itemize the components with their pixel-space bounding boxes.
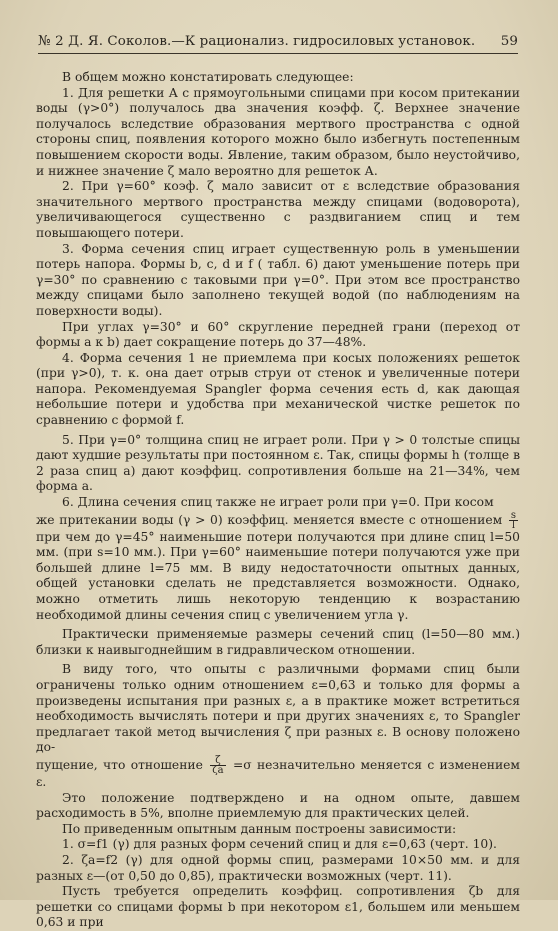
paragraph: 1. Для решетки А с прямоугольными спицами при косом притекании воды (γ>0°) получалось два значения коэфф. ζ. Верхнее значение получалось вследствие образования мертвого пространства с одной стороны спиц, появления которого можно было избегнуть постепенным повышением скорости воды. Явление, таким образом, было неустойчиво, и нижнее значение ζ мало вероятно для решеток А. — [36, 85, 520, 178]
paragraph: При углах γ=30° и 60° скругление передней грани (переход от формы a к b) дает сокращение потерь до 37—48%. — [36, 319, 520, 350]
paragraph: 4. Форма сечения 1 не приемлема при косых положениях решеток (при γ>0), т. к. она дает отрыв струи от стенок и увеличенные потери напора. Рекомендуемая Spangler форма сечения есть d, как дающая небольшие потери и удобства при механической чистке решеток по сравнению с формой f. — [36, 350, 520, 428]
page-number: 59 — [500, 34, 518, 49]
paragraph — [36, 756, 520, 791]
paragraph: В общем можно констатировать следующее: — [62, 70, 354, 84]
page-header — [38, 34, 518, 54]
paragraph: Это положение подтверждено и на одном опыте, давшем расходимость в 5%, вполне приемлемую для практических целей. — [36, 790, 520, 821]
fraction-numerator: s — [510, 509, 516, 521]
fraction-numerator: ζ — [210, 756, 225, 766]
text-run: пущение, что отношение — [36, 757, 203, 772]
formula-line: 2. ζa=f2 (γ) для одной формы спиц, размерами 10×50 мм. и для разных ε—(от 0,50 до 0,85), практически возможных (черт. 11). — [36, 852, 520, 883]
paragraph: 3. Форма сечения спиц играет существенную роль в уменьшении потерь напора. Формы b, c, d и f ( табл. 6) дают уменьшение потерь при γ=30° по сравнению с таковыми при γ=0°. При этом все пространство между спицами было заполнено текущей водой (по наблюдениям на поверхности воды). — [36, 241, 520, 318]
paragraph — [36, 511, 520, 624]
paragraph: 2. При γ=60° коэф. ζ мало зависит от ε вследствие образования значительного мертвого пространства между спицами (водоворота), увеличивающегося существенно с раздвиганием спиц и тем повышающего потери. — [36, 179, 520, 240]
paragraph: По приведенным опытным данным построены зависимости: — [62, 821, 457, 836]
text-run: при чем до γ=45° наименьшие потери получаются при длине спиц l=50 мм. (при s=10 мм.). При γ=60° наименьшие потери получаются уже при большей длине l=75 мм. В виду недостаточности опытных данных, общей установки сделать не представляется возможности. Однако, можно отметить лишь некоторую тенденцию к возрастанию необходимой длины сечения спиц с увеличением угла γ. — [36, 529, 520, 622]
page-body — [36, 70, 520, 931]
formula-line: 1. σ=f1 (γ) для разных форм сечений спиц и для ε=0,63 (черт. 10). — [62, 837, 497, 852]
running-title: № 2 Д. Я. Соколов.—К рационализ. гидросиловых установок. — [38, 34, 476, 49]
paragraph: Практически применяемые размеры сечений спиц (l=50—80 мм.) близки к наивыгоднейшим в гидравлическом отношении. — [36, 627, 520, 657]
paragraph: Пусть требуется определить коэффиц. сопротивления ζb для решетки со спицами формы b при некотором ε1, большем или меньшем 0,63 и при — [36, 884, 520, 930]
paragraph: В виду того, что опыты с различными формами спиц были ограничены только одним отношением ε=0,63 и только для формы а произведены испытания при разных ε, а в практике может встретиться необходимость вычислять потери и при других значениях ε, то Spangler предлагает такой метод вычисления ζ при разных ε. В основу положено до- — [36, 662, 520, 755]
fraction-denominator: ζa — [212, 764, 224, 776]
fraction-denominator: l — [511, 519, 516, 531]
fraction — [210, 756, 225, 775]
fraction — [509, 511, 518, 530]
paragraph: 5. При γ=0° толщина спиц не играет роли. При γ > 0 толстые спицы дают худшие результаты при постоянном ε. Так, спицы формы h (толще в 2 раза спиц а) дают коэффиц. сопротивления больше на 21—34%, чем форма а. — [36, 432, 520, 494]
text-run: =σ незначительно меняется с изменением ε. — [36, 757, 520, 789]
text-run: же притекании воды (γ > 0) коэффиц. меняется вместе с отношением — [36, 512, 503, 527]
paragraph: 6. Длина сечения спиц также не играет роли при γ=0. При косом — [62, 495, 494, 510]
